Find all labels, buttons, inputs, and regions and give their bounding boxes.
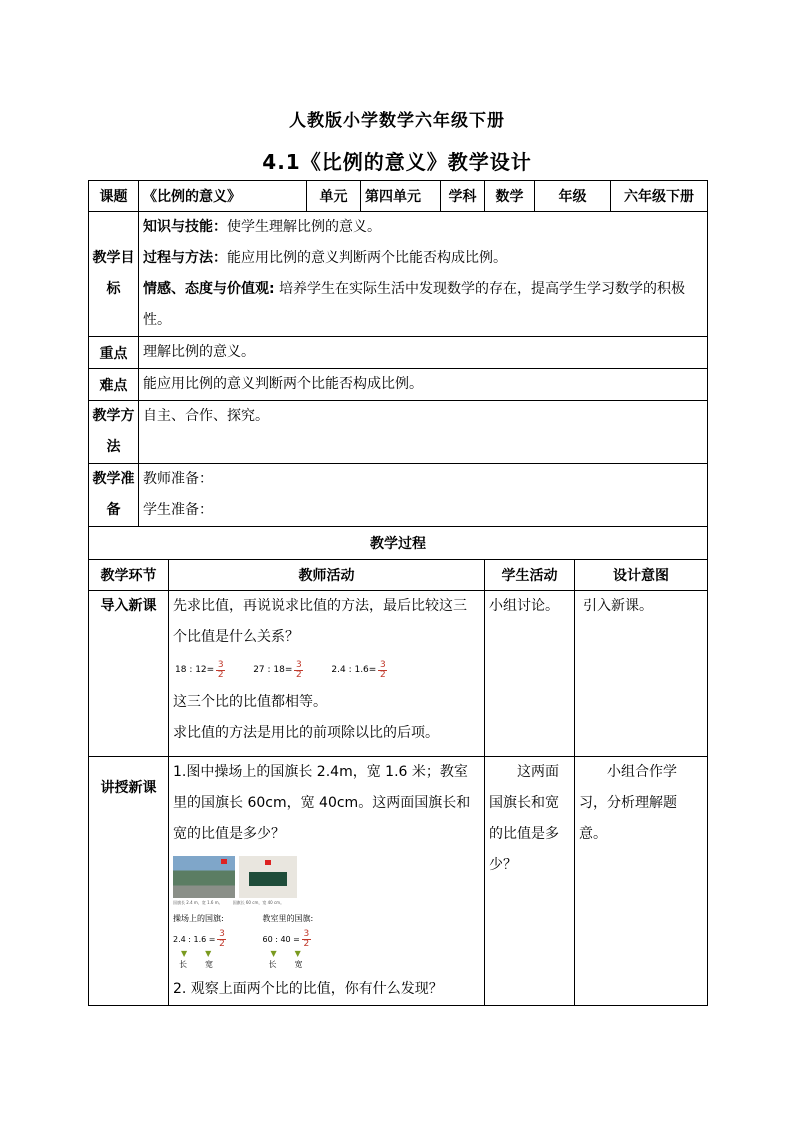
key-point-text: 理解比例的意义。 — [139, 337, 708, 369]
classroom-photo — [239, 856, 297, 898]
arrow-down-icon: ▼ — [181, 949, 188, 958]
doc-title-line1: 人教版小学数学六年级下册 — [289, 111, 505, 131]
difficulty-label: 难点 — [89, 369, 139, 401]
difficulty-text: 能应用比例的意义判断两个比能否构成比例。 — [139, 369, 708, 401]
preparation-content — [139, 464, 708, 527]
header-student: 学生活动 — [485, 560, 575, 591]
photo-captions — [173, 900, 480, 906]
key-point-row — [89, 337, 708, 369]
label-wide: 宽 — [205, 960, 213, 969]
objectives-content — [139, 212, 708, 337]
unit-label: 单元 — [307, 181, 361, 212]
fraction: $\frac{3}{2}$ — [296, 659, 302, 680]
doc-title-line2: 4.1《比例的意义》教学设计 — [262, 150, 532, 174]
header-stage: 教学环节 — [89, 560, 169, 591]
teach-question: 1.图中操场上的国旗长 2.4m，宽 1.6 米；教室里的国旗长 60cm，宽 40cm。这两面国旗长和宽的比值是多少？ — [173, 764, 471, 842]
playground-photo — [173, 856, 235, 898]
teach-row — [89, 757, 708, 1006]
diagram-expr: 2.4 : 1.6 = — [173, 934, 216, 944]
process-header-row — [89, 560, 708, 591]
method-row — [89, 401, 708, 464]
classroom-ratio — [262, 914, 313, 970]
objective-text: 使学生理解比例的意义。 — [227, 219, 381, 235]
intro-stage-cell — [89, 591, 169, 757]
flag-icon — [221, 859, 227, 864]
grade-label: 年级 — [535, 181, 611, 212]
fraction: $\frac{3}{2}$ — [219, 929, 225, 949]
playground-ratio — [173, 914, 226, 970]
label-long: 长 — [268, 960, 277, 969]
teach-intent: 小组合作学习，分析理解题意。 — [575, 757, 708, 1006]
process-title-row — [89, 527, 708, 560]
unit-value: 第四单元 — [361, 181, 441, 212]
preparation-label: 教学准备 — [89, 464, 139, 527]
arrow-down-icon: ▼ — [270, 949, 277, 958]
intro-ratios — [173, 653, 480, 687]
objective-text: 能应用比例的意义判断两个比能否构成比例。 — [227, 250, 507, 266]
intro-method: 求比值的方法是用比的前项除以比的后项。 — [173, 725, 439, 741]
teacher-prep: 教师准备： — [143, 471, 213, 487]
subject-value: 数学 — [485, 181, 535, 212]
difficulty-row — [89, 369, 708, 401]
intro-stage: 导入新课 — [100, 598, 157, 614]
diagram-title: 教室里的国旗: — [262, 914, 314, 923]
label-wide: 宽 — [294, 960, 303, 969]
topic-value: 《比例的意义》 — [139, 181, 307, 212]
fraction: $\frac{3}{2}$ — [303, 929, 310, 949]
process-title: 教学过程 — [89, 527, 708, 560]
topic-label: 课题 — [89, 181, 139, 212]
student-prep: 学生准备： — [143, 502, 213, 518]
objectives-row — [89, 212, 708, 337]
objective-key: 过程与方法： — [143, 250, 227, 266]
key-point-label: 重点 — [89, 337, 139, 369]
arrow-down-icon: ▼ — [294, 949, 301, 958]
fraction: $\frac{3}{2}$ — [379, 659, 386, 680]
intro-conclusion: 这三个比的比值都相等。 — [173, 694, 327, 710]
ratio-diagram — [173, 914, 480, 970]
preparation-row — [89, 464, 708, 527]
fraction: $\frac{3}{2}$ — [217, 659, 224, 680]
photo-caption: 国旗长 60 cm，宽 40 cm。 — [232, 900, 285, 905]
arrow-down-icon: ▼ — [205, 949, 212, 958]
lesson-plan-table — [88, 180, 708, 1006]
header-teacher: 教师活动 — [169, 560, 485, 591]
diagram-expr: 60 : 40 = — [262, 934, 300, 944]
ratio-item: 18 : 12= $\frac{3}{2}$ — [175, 659, 224, 680]
method-text: 自主、合作、探究。 — [139, 401, 708, 464]
method-label: 教学方法 — [89, 401, 139, 464]
flag-icon — [265, 860, 271, 865]
teach-stage: 讲授新课 — [100, 780, 157, 796]
teach-observe: 2. 观察上面两个比的比值，你有什么发现？ — [173, 981, 443, 997]
intro-intent: 引入新课。 — [575, 591, 708, 757]
objectives-label: 教学目标 — [89, 212, 139, 337]
header-intent: 设计意图 — [575, 560, 708, 591]
objective-text: 培养学生在实际生活中发现数学的存在，提高学生学习数学的积极性。 — [143, 281, 686, 328]
teach-stage-cell — [89, 757, 169, 1006]
intro-question: 先求比值，再说说求比值的方法，最后比较这三个比值是什么关系？ — [173, 598, 467, 645]
teach-teacher-activity — [169, 757, 485, 1006]
diagram-title: 操场上的国旗: — [173, 914, 224, 923]
objective-key: 情感、态度与价值观: — [143, 281, 275, 297]
intro-student-activity: 小组讨论。 — [485, 591, 575, 757]
photo-caption: 国旗长 2.4 m，宽 1.6 m。 — [173, 900, 223, 905]
teach-student-activity: 这两面国旗长和宽的比值是多少？ — [485, 757, 575, 1006]
info-row — [89, 181, 708, 212]
subject-label: 学科 — [441, 181, 485, 212]
ratio-item: 2.4 : 1.6= $\frac{3}{2}$ — [331, 659, 386, 680]
objective-key: 知识与技能： — [143, 219, 227, 235]
grade-value: 六年级下册 — [611, 181, 708, 212]
intro-row — [89, 591, 708, 757]
flag-photos — [173, 856, 480, 898]
ratio-item: 27 : 18= $\frac{3}{2}$ — [253, 659, 302, 680]
blackboard — [249, 872, 287, 886]
label-long: 长 — [179, 960, 187, 969]
intro-teacher-activity — [169, 591, 485, 757]
